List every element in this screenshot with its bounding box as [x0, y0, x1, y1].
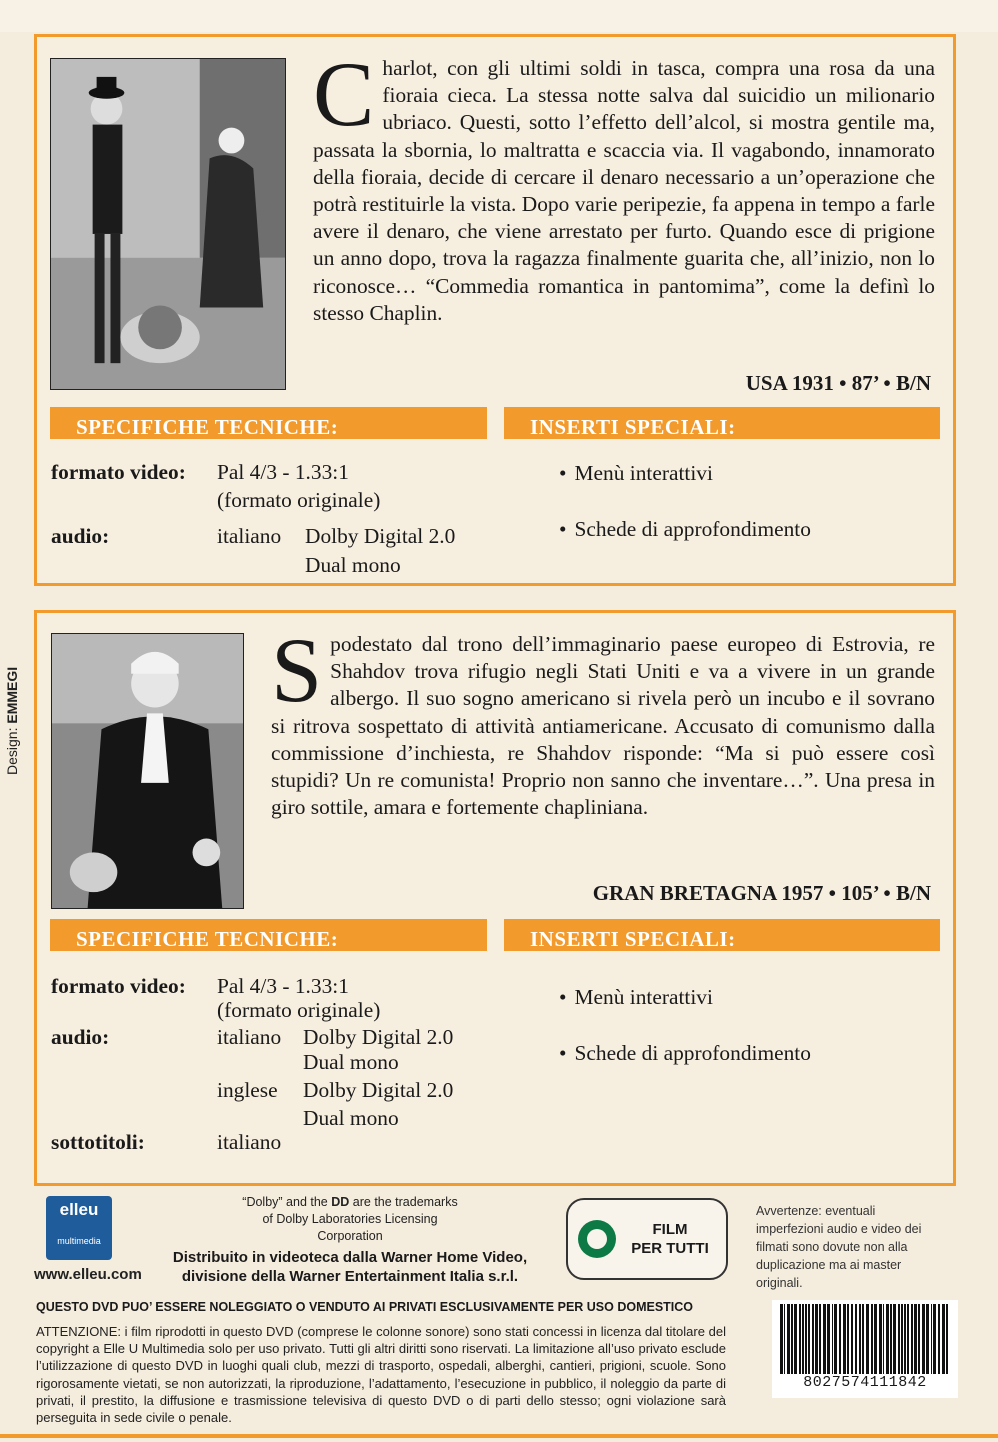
barcode-bar — [918, 1304, 920, 1374]
film2-formato-note: (formato originale) — [217, 998, 381, 1022]
barcode-bar — [911, 1304, 913, 1374]
film2-meta: GRAN BRETAGNA 1957 • 105’ • B/N — [592, 881, 931, 905]
film2-audio-mode1: Dual mono — [303, 1050, 399, 1074]
barcode-bar — [780, 1304, 783, 1374]
barcode-bar — [787, 1304, 790, 1374]
barcode-bar — [834, 1304, 837, 1374]
film2-audio-format1: Dolby Digital 2.0 — [303, 1025, 454, 1049]
film2-extra-item: • Schede di approfondimento — [559, 1041, 811, 1066]
barcode-bar — [855, 1304, 857, 1374]
barcode-bar — [874, 1304, 877, 1374]
barcode-bar — [871, 1304, 873, 1374]
dolby-trademark-notice — [230, 1194, 470, 1245]
barcode-bar — [851, 1304, 853, 1374]
film1-audio-format: Dolby Digital 2.0 — [305, 524, 456, 548]
film-per-tutti-logo — [566, 1198, 728, 1280]
film2-audio-format2: Dolby Digital 2.0 — [303, 1078, 454, 1102]
film1-audio-label: audio: — [51, 524, 110, 548]
top-strip — [0, 0, 998, 32]
barcode-bar — [815, 1304, 818, 1374]
rental-notice: QUESTO DVD PUO’ ESSERE NOLEGGIATO O VENDUTO AI PRIVATI ESCLUSIVAMENTE PER USO DOMESTICO — [36, 1300, 694, 1314]
film2-extras-header: INSERTI SPECIALI: — [504, 919, 940, 951]
film1-extras-header: INSERTI SPECIALI: — [504, 407, 940, 439]
film1-photo-illustration — [51, 59, 285, 389]
film2-still-photo — [51, 633, 244, 909]
barcode-bar — [808, 1304, 810, 1374]
barcode-bar — [823, 1304, 826, 1374]
film-per-tutti-icon — [578, 1220, 616, 1258]
dolby-line2: of Dolby Laboratories Licensing Corporation — [262, 1212, 438, 1243]
legal-notice: ATTENZIONE: i film riprodotti in questo DVD (comprese le colonne sonore) sono stati concessi in licenza dal titolare del copyright a Elle U Multimedia solo per uso privato. Tutti gli altri diritti sono riservati. La limitazione all’uso privato esclude l’utilizzazione di questo DVD in luoghi quali club, mezzi di trasporto, ospedali, alberghi, cantieri, prigioni, scuole. Sono rigorosamente vietati, se non autorizzati, la riproduzione, l’adattamento, l’esecuzione in pubblico, il noleggio da parte di privati, il prestito, la diffusione e trasmissione televisiva di questo DVD o di parti dello stesso; ogni violazione sarà perseguita in sede civile o penale. — [36, 1324, 726, 1426]
film2-panel — [34, 610, 956, 1186]
elleu-url: www.elleu.com — [34, 1266, 142, 1283]
film1-extra-item: • Menù interattivi — [559, 461, 713, 486]
barcode-bar — [827, 1304, 830, 1374]
barcode-lines — [778, 1304, 950, 1374]
design-credit — [4, 667, 20, 775]
quality-warning: Avvertenze: eventuali imperfezioni audio e video dei filmati sono dovute non alla duplicazione ma ai master originali. — [756, 1204, 922, 1290]
dolby-line1: “Dolby” and the — [242, 1195, 328, 1209]
barcode-bar — [866, 1304, 869, 1374]
barcode-bar — [931, 1304, 932, 1374]
barcode-bar — [926, 1304, 929, 1374]
barcode-bar — [802, 1304, 804, 1374]
design-credit-prefix: Design: — [4, 727, 20, 775]
film2-formato-value: Pal 4/3 - 1.33:1 — [217, 974, 349, 998]
film2-drop-cap: S — [271, 619, 323, 721]
film1-drop-cap: C — [313, 43, 375, 145]
dolby-line1-end: are the trademarks — [352, 1195, 458, 1209]
dolby-symbol-icon: DD — [331, 1195, 350, 1209]
film1-specs-header: SPECIFICHE TECNICHE: — [50, 407, 487, 439]
elleu-logo-top: elleu — [59, 1200, 99, 1219]
film2-audio-lang1: italiano — [217, 1025, 282, 1049]
barcode-bar — [832, 1304, 833, 1374]
film1-synopsis-text: harlot, con gli ultimi soldi in tasca, compra una rosa da una fioraia cieca. La stessa notte salva dal suicidio un milionario ubriaco. Questi, sotto l’effetto dell’alcol, si mostra gentile ma, passata la sbornia, lo maltratta e scaccia via. Il vagabondo, innamorato della fioraia, decide di cercare il denaro necessario a un’operazione che potrà restituirle la vista. Dopo varie peripezie, fa appena in tempo a farle avere il denaro, che viene arrestato per furto. Quando esce di prigione un anno dopo, trova la ragazza finalmente guarita che, all’inizio, non lo riconosce… “Commedia romantica in pantomima”, come la definì lo stesso Chaplin. — [313, 56, 935, 325]
film2-synopsis — [271, 619, 935, 821]
barcode-bar — [794, 1304, 797, 1374]
barcode-bar — [862, 1304, 864, 1374]
film1-formato-note: (formato originale) — [217, 488, 381, 512]
barcode-bar — [883, 1304, 884, 1374]
design-credit-name: EMMEGI — [4, 666, 20, 724]
film2-formato-label: formato video: — [51, 974, 186, 998]
barcode-bar — [843, 1304, 846, 1374]
film-per-tutti-text: FILM PER TUTTI — [631, 1221, 709, 1257]
barcode-bar — [946, 1304, 948, 1374]
barcode-bar — [938, 1304, 940, 1374]
film1-formato-label: formato video: — [51, 460, 186, 484]
barcode-bar — [886, 1304, 889, 1374]
distribution-line1: Distribuito in videoteca dalla Warner Home Video, — [172, 1249, 528, 1266]
film2-audio-lang2: inglese — [217, 1078, 278, 1102]
film2-extra-item: • Menù interattivi — [559, 985, 713, 1010]
barcode-bar — [799, 1304, 801, 1374]
barcode — [772, 1300, 958, 1398]
bottom-accent-line — [0, 1434, 998, 1438]
film2-synopsis-text: podestato dal trono dell’immaginario paese europeo di Estrovia, re Shahdov trova rifugio negli Stati Uniti e va a vivere in un grande albergo. Il suo sogno americano si rivela però un incubo e il sovrano si ritrova sospettato di attività antiamericane. Accusato di comunismo dalla commissione d’inchiesta, re Shahdov risponde: “Ma si può essere così stupidi? Un re comunista! Proprio non sanno che inventare…”. Una presa in giro sottile, amara e fortemente chapliniana. — [271, 632, 935, 820]
barcode-bar — [904, 1304, 906, 1374]
barcode-bar — [901, 1304, 903, 1374]
film2-specs-header: SPECIFICHE TECNICHE: — [50, 919, 487, 951]
barcode-bar — [907, 1304, 909, 1374]
distribution-notice — [150, 1248, 550, 1286]
film1-panel — [34, 34, 956, 586]
film1-extra-item: • Schede di approfondimento — [559, 517, 811, 542]
film1-formato-value: Pal 4/3 - 1.33:1 — [217, 460, 349, 484]
barcode-bar — [933, 1304, 936, 1374]
film1-audio-lang: italiano — [217, 524, 282, 548]
barcode-number: 8027574111842 — [803, 1374, 927, 1391]
film1-synopsis — [313, 43, 935, 327]
film2-audio-label: audio: — [51, 1025, 110, 1049]
barcode-bar — [893, 1304, 896, 1374]
barcode-bar — [791, 1304, 793, 1374]
barcode-bar — [942, 1304, 945, 1374]
barcode-bar — [898, 1304, 900, 1374]
film1-still-photo — [50, 58, 286, 390]
film1-meta: USA 1931 • 87’ • B/N — [745, 371, 931, 395]
elleu-logo — [46, 1196, 112, 1260]
barcode-bar — [914, 1304, 917, 1374]
film2-audio-mode2: Dual mono — [303, 1106, 399, 1130]
barcode-bar — [819, 1304, 821, 1374]
elleu-logo-bottom: multimedia — [57, 1236, 101, 1246]
barcode-bar — [812, 1304, 814, 1374]
barcode-bar — [805, 1304, 807, 1374]
barcode-bar — [859, 1304, 861, 1374]
barcode-bar — [890, 1304, 892, 1374]
barcode-bar — [922, 1304, 925, 1374]
film2-subs-value: italiano — [217, 1130, 282, 1154]
barcode-bar — [839, 1304, 841, 1374]
film2-photo-illustration — [52, 634, 243, 908]
film2-subs-label: sottotitoli: — [51, 1130, 145, 1154]
film1-audio-mode: Dual mono — [305, 553, 401, 577]
distribution-line2: divisione della Warner Entertainment Italia s.r.l. — [181, 1268, 519, 1285]
barcode-bar — [784, 1304, 785, 1374]
barcode-bar — [847, 1304, 849, 1374]
barcode-bar — [879, 1304, 882, 1374]
